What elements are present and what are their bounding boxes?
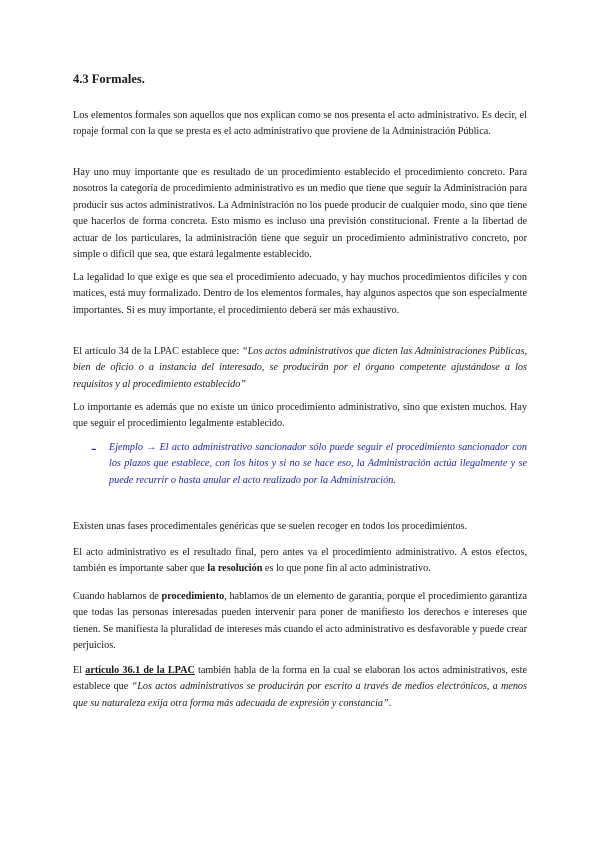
paragraph-9-part-1: El (73, 665, 86, 676)
paragraph-8 (73, 589, 527, 655)
paragraph-5-text: Lo importante es además que no existe un único procedimiento administrativo, sino que existen muchos. Hay que seguir el procedimiento legalmente establecido. (73, 402, 527, 430)
paragraph-6-text: Existen unas fases procedimentales genéricas que se suelen recoger en todos los procedimientos. (73, 521, 468, 532)
example-bullet (91, 440, 527, 489)
paragraph-7 (73, 545, 527, 578)
paragraph-7-part-2: es lo que pone fin al acto administrativo. (262, 563, 431, 575)
paragraph-7-part-1: El acto administrativo es el resultado final, pero antes va el procedimiento administrativo. A estos efectos, también es importante saber que (73, 547, 527, 575)
article-36-quote: “Los actos administrativos se producirán por escrito a través de medios electrónicos, a menos que su naturaleza exija otra forma más adecuada de expresión y constancia” (73, 681, 527, 709)
bullet-dash: - (91, 440, 97, 457)
paragraph-3-text: La legalidad lo que exige es que sea el procedimiento adecuado, y hay muchos procedimientos difíciles y con matices, está muy formalizado. Dentro de los elementos formales, hay algunos aspectos que son especialmente importantes. Si es muy importante, el procedimiento deberá ser más exhaustivo. (73, 272, 527, 316)
paragraph-4-text (73, 344, 527, 393)
paragraph-2-text: Hay uno muy importante que es resultado de un procedimiento establecido el procedimiento concreto. Para nosotros la categoría de procedimiento administrativo es un medio que tiene que seguir la Administración para producir sus actos administrativos. La Administración no los puede producir de cualquier modo, sino que tiene que hacerlos de forma concreta. Esto mismo es incluso una previsión constitucional. Frente a la libertad de actuar de los particulares, la administración tiene que seguir un procedimiento administrativo concreto, por simple o difícil que sea, que estará legalmente establecido. (73, 167, 527, 261)
article-34-quote: “Los actos administrativos que dicten las Administraciones Públicas, bien de oficio o a instancia del interesado, se producirán por el órgano competente ajustándose a los requisitos y al procedimiento establecido” (73, 346, 527, 390)
paragraph-8-part-2: , hablamos de un elemento de garantía, porque el procedimiento garantiza que todas las personas interesadas pueden intervenir para poner de manifiesto los derechos e intereses que tienen. Se manifiesta la pluralidad de intereses más cuando el acto administrativo es desfavorable y puede crear perjuicios. (73, 591, 528, 652)
paragraph-4 (73, 344, 527, 393)
paragraph-1-text: Los elementos formales son aquellos que nos explican como se nos presenta el acto administrativo. Es decir, el ropaje formal con la que se presta es el acto administrativo que proviene de la Administración Pública. (73, 110, 527, 138)
paragraph-8-text (73, 589, 527, 655)
paragraph-9-part-2: también habla de la forma en la cual se elaboran los actos administrativos, este establece que (73, 665, 527, 693)
paragraph-3 (73, 270, 527, 319)
procedimiento-term: procedimiento (161, 591, 225, 602)
example-bullet-text: Ejemplo → El acto administrativo sancionador sólo puede seguir el procedimiento sancionador con los plazos que establece, con los hitos y si no se hace eso, la Administración actúa ilegalmente y se puede recurrir o hasta anular el acto realizado por la Administración. (109, 442, 527, 486)
section-heading: 4.3 Formales. (73, 72, 145, 86)
paragraph-8-part-1: Cuando hablamos de (73, 591, 162, 602)
paragraph-5 (73, 400, 527, 433)
paragraph-9-text (73, 663, 527, 712)
paragraph-6 (73, 519, 527, 535)
paragraph-2 (73, 165, 527, 263)
paragraph-9 (73, 663, 527, 712)
paragraph-9-end: . (388, 697, 392, 709)
article-36-reference: artículo 36.1 de la LPAC (85, 665, 195, 676)
paragraph-4-lead: El artículo 34 de la LPAC establece que: (73, 346, 242, 357)
paragraph-1 (73, 108, 527, 141)
resolucion-term: la resolución (207, 563, 263, 575)
paragraph-7-text (73, 545, 527, 578)
